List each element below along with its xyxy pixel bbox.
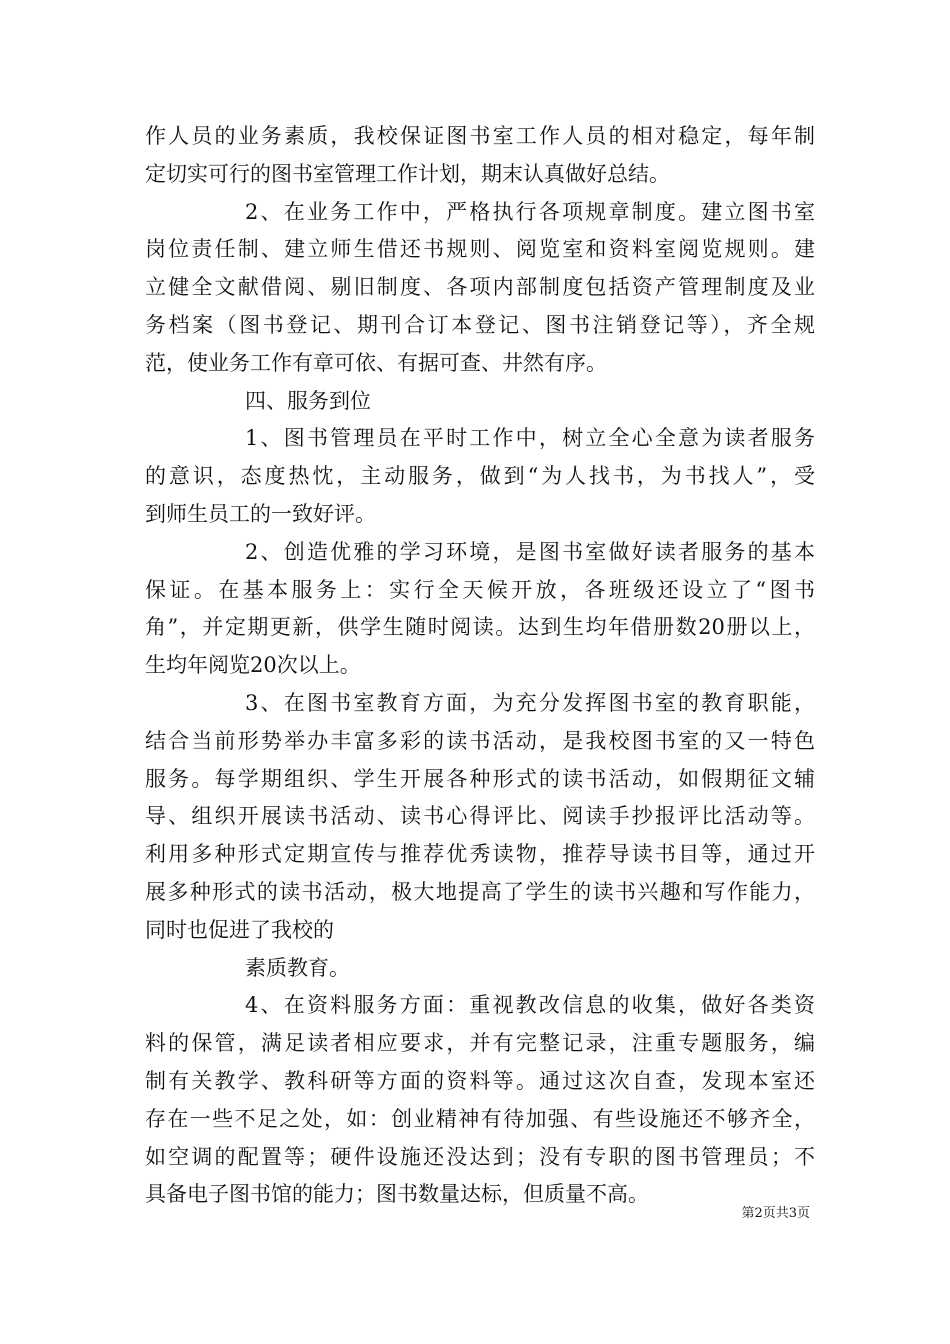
- text-line: 保证。在基本服务上：实行全天候开放，各班级还设立了“图书: [145, 577, 815, 602]
- text-line: 服务。每学期组织、学生开展各种形式的读书活动，如假期征文辅: [145, 766, 815, 791]
- text-line: 展多种形式的读书活动，极大地提高了学生的读书兴趣和写作能力，: [145, 879, 815, 904]
- text-line: 制有关教学、教科研等方面的资料等。通过这次自查，发现本室还: [145, 1068, 815, 1093]
- text-line: 料的保管，满足读者相应要求，并有完整记录，注重专题服务，编: [145, 1031, 815, 1056]
- text-line: 2、在业务工作中，严格执行各项规章制度。建立图书室: [245, 199, 815, 224]
- text-line: 范，使业务工作有章可依、有据可查、井然有序。: [145, 350, 607, 375]
- text-line: 结合当前形势举办丰富多彩的读书活动，是我校图书室的又一特色: [145, 728, 815, 753]
- text-line: 存在一些不足之处，如：创业精神有待加强、有些设施还不够齐全，: [145, 1106, 815, 1131]
- text-line: 定切实可行的图书室管理工作计划，期末认真做好总结。: [145, 161, 670, 186]
- text-line: 4、在资料服务方面：重视教改信息的收集，做好各类资: [245, 993, 815, 1018]
- body-text: [145, 118, 815, 1214]
- text-line: 务档案（图书登记、期刊合订本登记、图书注销登记等），齐全规: [145, 312, 815, 337]
- text-line: 1、图书管理员在平时工作中，树立全心全意为读者服务: [245, 426, 815, 451]
- text-line: 的意识，态度热忱，主动服务，做到“为人找书，为书找人”，受: [145, 464, 815, 489]
- text-line: 利用多种形式定期宣传与推荐优秀读物，推荐导读书目等，通过开: [145, 842, 815, 867]
- text-line: 作人员的业务素质，我校保证图书室工作人员的相对稳定，每年制: [145, 124, 815, 148]
- section-heading: 四、服务到位: [245, 388, 371, 413]
- text-line: 生均年阅览20次以上。: [145, 653, 361, 678]
- text-line: 同时也促进了我校的: [145, 917, 334, 942]
- text-line: 具备电子图书馆的能力；图书数量达标，但质量不高。: [145, 1182, 649, 1207]
- text-line: 3、在图书室教育方面，为充分发挥图书室的教育职能，: [245, 690, 815, 715]
- text-line: 素质教育。: [245, 955, 350, 980]
- text-line: 岗位责任制、建立师生借还书规则、阅览室和资料室阅览规则。建: [145, 237, 815, 262]
- text-line: 角”，并定期更新，供学生随时阅读。达到生均年借册数20册以上，: [145, 615, 815, 640]
- page-number: 第2页共3页: [741, 1206, 810, 1221]
- text-line: 如空调的配置等；硬件设施还没达到；没有专职的图书管理员；不: [145, 1144, 815, 1169]
- text-line: 导、组织开展读书活动、读书心得评比、阅读手抄报评比活动等。: [145, 804, 815, 829]
- text-line: 到师生员工的一致好评。: [145, 501, 376, 526]
- text-line: 2、创造优雅的学习环境，是图书室做好读者服务的基本: [245, 539, 815, 564]
- text-line: 立健全文献借阅、剔旧制度、各项内部制度包括资产管理制度及业: [145, 275, 815, 300]
